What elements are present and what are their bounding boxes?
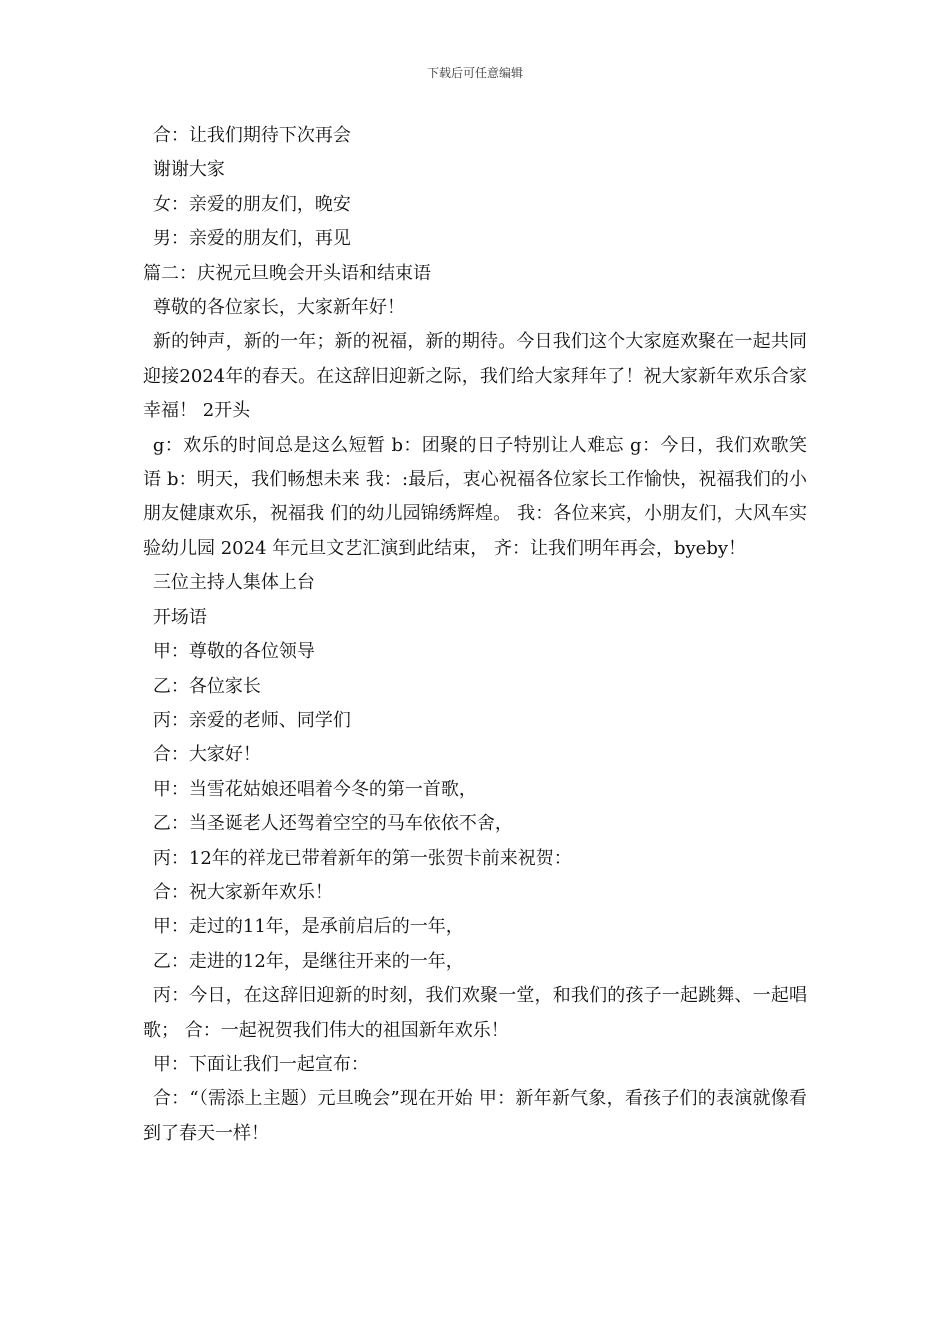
paragraph: 丙：12年的祥龙已带着新年的第一张贺卡前来祝贺： [152, 847, 572, 869]
paragraph: g：欢乐的时间总是这么短暂 b：团聚的日子特别让人难忘 g：今日，我们欢歌笑语 b：明天，我们畅想未来 我：:最后，衷心祝福各位家长工作愉快，祝福我们的小朋友健康欢乐，祝福我 们的幼儿园锦绣辉煌。 我：各位来宾，小朋友们，大风车实验幼儿园 2024 年元旦文艺汇演到此结束， 齐：让我们明年再会，byeby！ [143, 434, 807, 559]
paragraph: 丙：今日，在这辞旧迎新的时刻，我们欢聚一堂，和我们的孩子一起跳舞、一起唱歌； 合：一起祝贺我们伟大的祖国新年欢乐！ [143, 985, 807, 1041]
paragraph: 谢谢大家 [152, 159, 225, 181]
paragraph: 乙：当圣诞老人还驾着空空的马车依依不舍， [152, 813, 513, 835]
paragraph: 甲：当雪花姑娘还唱着今冬的第一首歌， [152, 778, 477, 800]
paragraph: 合：让我们期待下次再会 [152, 125, 351, 146]
paragraph: 三位主持人集体上台 [152, 572, 315, 594]
paragraph: 开场语 [152, 606, 207, 628]
section-heading: 篇二：庆祝元旦晚会开头语和结束语 [143, 262, 431, 284]
paragraph: 女：亲爱的朋友们，晚安 [152, 193, 351, 215]
paragraph: 男：亲爱的朋友们，再见 [152, 228, 351, 250]
paragraph: 丙：亲爱的老师、同学们 [152, 709, 351, 731]
paragraph: 甲：走过的11年，是承前启后的一年， [152, 916, 464, 938]
paragraph: 新的钟声，新的一年；新的祝福，新的期待。今日我们这个大家庭欢聚在一起共同迎接2024年的春天。在这辞旧迎新之际，我们给大家拜年了！祝大家新年欢乐合家幸福！ 2开头 [143, 331, 807, 422]
paragraph: 合：大家好！ [152, 744, 261, 766]
paragraph: 尊敬的各位家长，大家新年好！ [152, 297, 405, 319]
document-body [143, 119, 807, 1151]
paragraph: 合：“（需添上主题）元旦晚会”现在开始 甲：新年新气象，看孩子们的表演就像看到了春天一样！ [143, 1088, 807, 1144]
paragraph: 合：祝大家新年欢乐！ [152, 881, 333, 903]
paragraph: 甲：下面让我们一起宣布： [152, 1053, 369, 1075]
paragraph: 乙：各位家长 [152, 675, 261, 697]
page-header: 下载后可任意编辑 [426, 66, 523, 80]
paragraph: 甲：尊敬的各位领导 [152, 641, 315, 663]
paragraph: 乙：走进的12年，是继往开来的一年， [152, 950, 464, 972]
